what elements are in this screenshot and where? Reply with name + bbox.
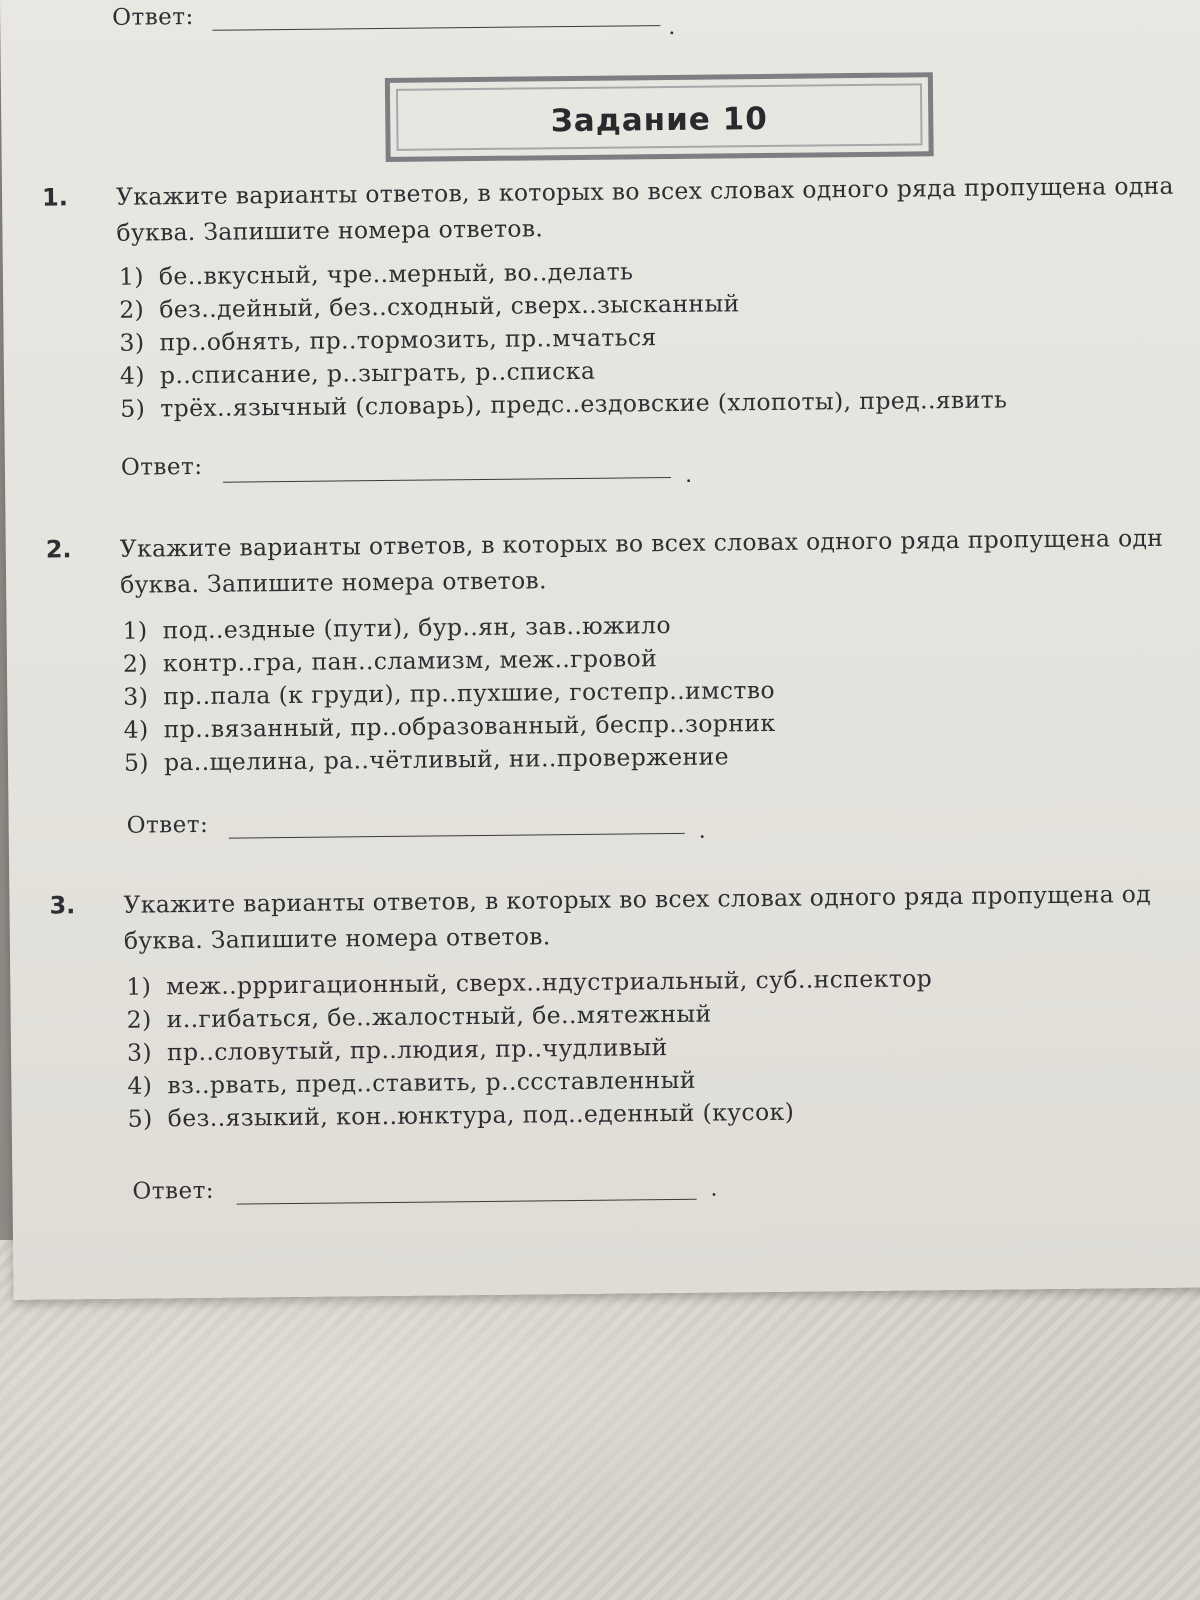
answer-row <box>121 454 203 481</box>
option-number: 1) <box>118 262 144 291</box>
answer-label: Ответ: <box>132 1177 215 1205</box>
task-3 <box>49 875 1200 1205</box>
option-text: меж..ррригационный, сверх..ндустриальный, суб..нспектор <box>166 964 933 1001</box>
answer-row <box>132 1178 214 1205</box>
answer-dot: . <box>710 1176 718 1202</box>
task-instruction-line2: буква. Запишите номера ответов. <box>119 566 547 599</box>
answer-line-2[interactable] <box>229 833 685 839</box>
option-text: р..списание, р..зыграть, р..списка <box>159 356 596 390</box>
page-title: Задание 10 <box>550 100 768 140</box>
option-number: 3) <box>126 1038 153 1067</box>
option-number: 1) <box>126 972 152 1001</box>
answer-line-1[interactable] <box>223 477 671 483</box>
option-text: контр..гра, пан..сламизм, меж..гровой <box>162 644 658 678</box>
prev-answer-row <box>112 4 194 31</box>
option-number: 1) <box>122 616 148 645</box>
option-number: 4) <box>119 361 146 390</box>
option-number: 2) <box>119 295 145 324</box>
option-text: под..ездные (пути), бур..ян, зав..южило <box>162 611 672 645</box>
task-number: 3. <box>49 891 76 920</box>
option-text: ра..щелина, ра..чётливый, ни..провержение <box>163 742 730 777</box>
task-1 <box>41 167 1200 488</box>
option-text: бе..вкусный, чре..мерный, во..делать <box>158 257 634 291</box>
task-instruction <box>123 875 1200 959</box>
option-text: трёх..язычный (словарь), предс..ездовские (хлопоты), пред..явить <box>160 385 1008 423</box>
option-text: пр..пала (к груди), пр..пухшие, гостепр..имство <box>163 675 776 711</box>
answer-row <box>127 812 209 839</box>
option-number: 5) <box>123 748 150 777</box>
task-instruction-line1: Укажите варианты ответов, в которых во всех словах одного ряда пропущена одна <box>115 171 1174 211</box>
option-number: 5) <box>120 394 146 423</box>
task-instruction <box>116 167 1200 251</box>
task-instruction-line2: буква. Запишите номера ответов. <box>123 922 551 955</box>
answer-label: Ответ: <box>112 3 194 31</box>
option-text: вз..рвать, пред..ставить, р..ссставленный <box>167 1065 696 1100</box>
prev-answer-line[interactable] <box>212 25 660 31</box>
task-instruction-line1: Укажите варианты ответов, в которых во всех словах одного ряда пропущена од <box>123 879 1152 919</box>
answer-line-3[interactable] <box>237 1199 697 1205</box>
option-number: 3) <box>119 328 145 357</box>
answer-label: Ответ: <box>126 811 209 839</box>
answer-dot: . <box>684 462 693 488</box>
option-number: 4) <box>127 1071 153 1100</box>
task-instruction-line2: буква. Запишите номера ответов. <box>116 214 544 247</box>
answer-label: Ответ: <box>120 453 203 481</box>
option-list <box>126 962 1178 1138</box>
task-number: 2. <box>45 535 72 564</box>
option-number: 2) <box>122 649 149 678</box>
task-instruction <box>120 519 1200 603</box>
option-number: 3) <box>123 682 149 711</box>
answer-dot: . <box>698 818 706 844</box>
option-number: 2) <box>126 1005 152 1034</box>
option-text: пр..словутый, пр..людия, пр..чудливый <box>166 1033 668 1067</box>
task-2 <box>45 519 1200 844</box>
option-list <box>119 252 1171 428</box>
option-text: пр..обнять, пр..тормозить, пр..мчаться <box>159 323 657 357</box>
option-number: 4) <box>123 715 149 744</box>
task-instruction-line1: Укажите варианты ответов, в которых во всех словах одного ряда пропущена одн <box>119 523 1164 563</box>
option-text: без..языкий, кон..юнктура, под..еденный (кусок) <box>167 1097 795 1133</box>
option-number: 5) <box>127 1104 153 1133</box>
option-text: без..дейный, без..сходный, сверх..зысканный <box>159 289 740 324</box>
task-title-box <box>385 72 934 162</box>
task-number: 1. <box>41 183 69 212</box>
option-text: и..гибаться, бе..жалостный, бе..мятежный <box>166 999 712 1034</box>
answer-dot: . <box>668 14 676 41</box>
option-text: пр..вязанный, пр..образованный, беспр..зорник <box>163 708 776 744</box>
option-list <box>122 606 1174 782</box>
